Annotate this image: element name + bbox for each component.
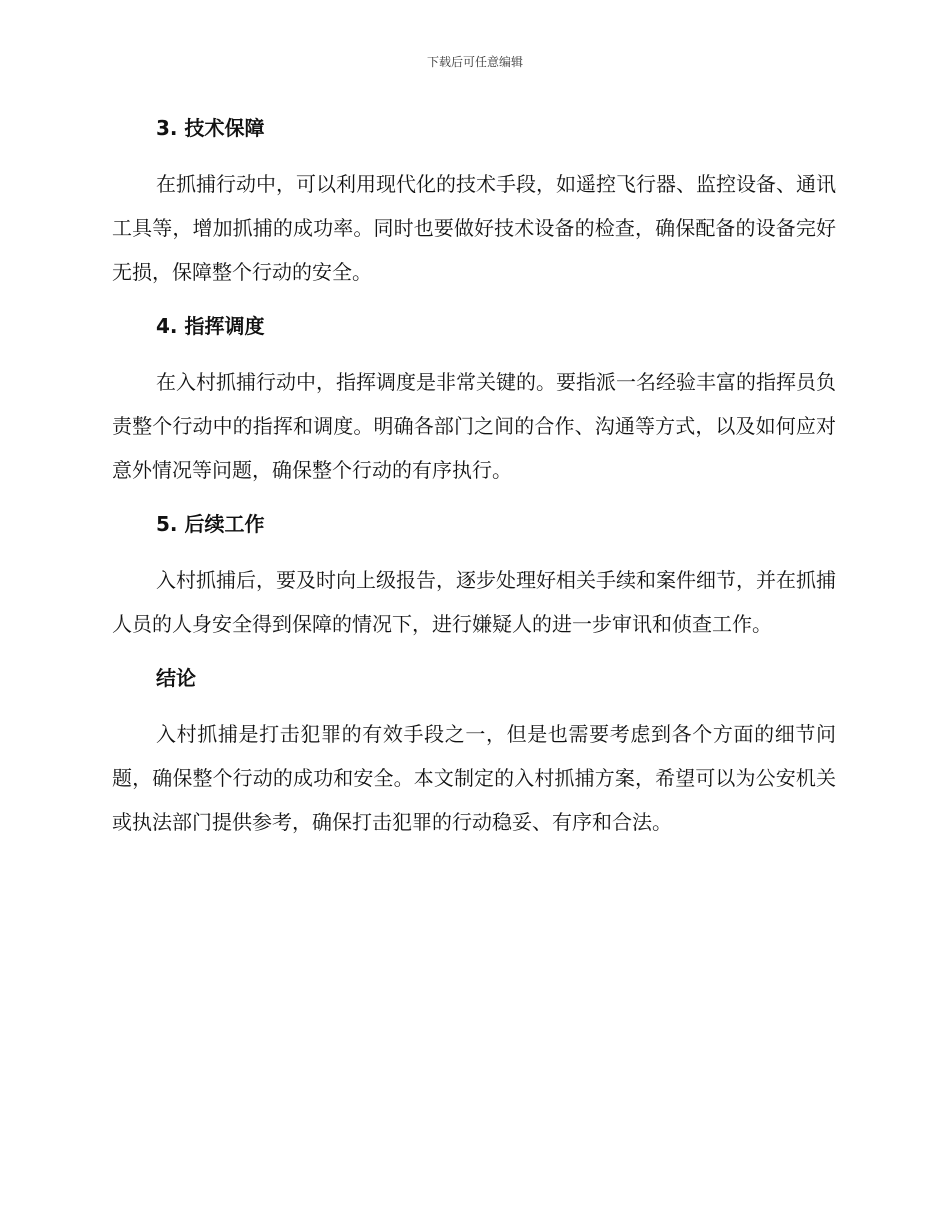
- section-heading: 5. 后续工作: [156, 512, 265, 536]
- section-paragraph: 入村抓捕是打击犯罪的有效手段之一，但是也需要考虑到各个方面的细节问题，确保整个行动的成功和安全。本文制定的入村抓捕方案，希望可以为公安机关或执法部门提供参考，确保打击犯罪的行动稳妥、有序和合法。: [112, 722, 836, 834]
- section-heading: 结论: [156, 666, 196, 690]
- section-technical-support: [112, 110, 836, 294]
- section-paragraph: 在入村抓捕行动中，指挥调度是非常关键的。要指派一名经验丰富的指挥员负责整个行动中的指挥和调度。明确各部门之间的合作、沟通等方式，以及如何应对意外情况等问题，确保整个行动的有序执行。: [112, 370, 836, 482]
- section-paragraph: 入村抓捕后，要及时向上级报告，逐步处理好相关手续和案件细节，并在抓捕人员的人身安全得到保障的情况下，进行嫌疑人的进一步审讯和侦查工作。: [112, 568, 836, 636]
- document-body: [112, 110, 836, 844]
- page-header: 下载后可任意编辑: [426, 55, 523, 69]
- section-heading: 4. 指挥调度: [156, 314, 265, 338]
- section-heading: 3. 技术保障: [156, 116, 265, 140]
- section-command-dispatch: [112, 308, 836, 492]
- section-paragraph: 在抓捕行动中，可以利用现代化的技术手段，如遥控飞行器、监控设备、通讯工具等，增加抓捕的成功率。同时也要做好技术设备的检查，确保配备的设备完好无损，保障整个行动的安全。: [112, 172, 836, 284]
- section-conclusion: [112, 660, 836, 844]
- section-follow-up-work: [112, 506, 836, 646]
